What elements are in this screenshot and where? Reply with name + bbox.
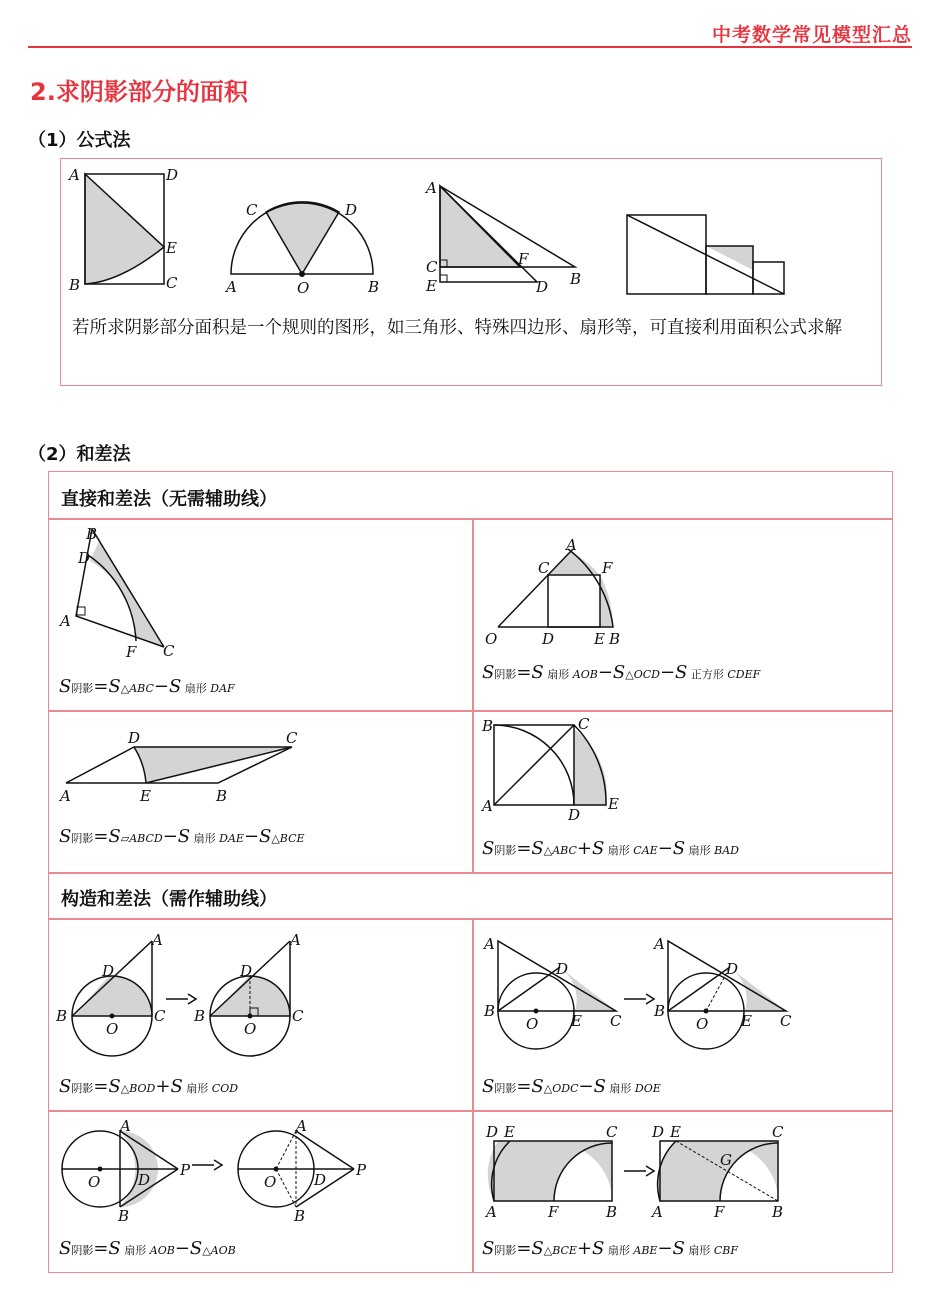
fig-construct-4 xyxy=(484,1123,784,1221)
svg-text:D: D xyxy=(556,960,569,978)
svg-text:P: P xyxy=(356,1161,367,1179)
fig-direct-2 xyxy=(485,536,620,648)
svg-text:E: E xyxy=(594,630,605,648)
svg-text:C: C xyxy=(154,1007,166,1025)
svg-text:C: C xyxy=(610,1012,622,1030)
fig-construct-2 xyxy=(482,935,792,1049)
svg-text:B: B xyxy=(609,630,621,648)
svg-text:C: C xyxy=(246,201,258,219)
svg-text:B: B xyxy=(570,270,582,288)
svg-text:O: O xyxy=(88,1173,101,1191)
fig-squares xyxy=(627,215,784,294)
svg-text:D: D xyxy=(166,166,179,184)
fig-direct-4 xyxy=(480,715,619,824)
svg-text:A: A xyxy=(566,536,577,554)
svg-text:E: E xyxy=(426,277,437,295)
fig-direct-1 xyxy=(58,525,175,661)
svg-text:E: E xyxy=(571,1012,582,1030)
svg-text:A: A xyxy=(482,797,493,815)
header-title: 中考数学常见模型汇总 xyxy=(711,24,912,46)
direct-formula-3: S阴影=S▱ABCD−S 扇形 DAE−S△BCE xyxy=(59,826,305,847)
svg-text:B: B xyxy=(56,1007,68,1025)
svg-text:C: C xyxy=(163,642,175,660)
svg-text:B: B xyxy=(772,1203,784,1221)
svg-text:D: D xyxy=(568,806,581,824)
fig-direct-3 xyxy=(58,729,298,805)
svg-text:F: F xyxy=(602,559,613,577)
section-title: 2.求阴影部分的面积 xyxy=(30,78,248,106)
svg-text:B: B xyxy=(482,717,494,735)
formula-figures xyxy=(60,160,882,305)
svg-text:D: D xyxy=(102,962,115,980)
svg-text:E: E xyxy=(670,1123,681,1141)
svg-text:F: F xyxy=(518,250,529,268)
svg-text:C: C xyxy=(166,274,178,292)
svg-text:D: D xyxy=(726,960,739,978)
svg-text:B: B xyxy=(654,1002,666,1020)
svg-text:B: B xyxy=(194,1007,206,1025)
svg-text:G: G xyxy=(720,1151,732,1169)
svg-text:A: A xyxy=(60,787,71,805)
svg-text:C: C xyxy=(772,1123,784,1141)
svg-text:A: A xyxy=(60,612,71,630)
svg-text:B: B xyxy=(86,525,98,543)
svg-text:A: A xyxy=(486,1203,497,1221)
fig-semicircle-sector xyxy=(224,201,379,297)
fig-construct-1 xyxy=(55,931,304,1056)
svg-text:E: E xyxy=(166,239,177,257)
svg-text:O: O xyxy=(696,1015,709,1033)
construct-formula-3: S阴影=S 扇形 AOB−S△AOB xyxy=(59,1238,236,1259)
svg-text:D: D xyxy=(138,1171,151,1189)
svg-text:F: F xyxy=(548,1203,559,1221)
svg-text:B: B xyxy=(606,1203,618,1221)
svg-text:A: A xyxy=(290,931,301,949)
svg-text:P: P xyxy=(180,1161,191,1179)
svg-text:D: D xyxy=(314,1171,327,1189)
svg-text:C: C xyxy=(606,1123,618,1141)
svg-text:O: O xyxy=(264,1173,277,1191)
sum-diff-method-title: （2）和差法 xyxy=(28,444,131,465)
svg-text:B: B xyxy=(69,276,81,294)
direct-formula-1: S阴影=S△ABC−S 扇形 DAF xyxy=(59,676,235,697)
svg-text:D: D xyxy=(542,630,555,648)
svg-text:E: E xyxy=(608,795,619,813)
svg-text:A: A xyxy=(120,1117,131,1135)
construct-formula-4: S阴影=S△BCE+S 扇形 ABE−S 扇形 CBF xyxy=(482,1238,739,1259)
svg-text:A: A xyxy=(226,278,237,296)
svg-text:O: O xyxy=(526,1015,539,1033)
svg-text:C: C xyxy=(286,729,298,747)
formula-method-description: 若所求阴影部分面积是一个规则的图形，如三角形、特殊四边形、扇形等，可直接利用面积公式求解 xyxy=(72,318,842,338)
svg-text:C: C xyxy=(426,258,438,276)
fig-rect-arc xyxy=(67,166,178,294)
direct-formula-4: S阴影=S△ABC+S 扇形 CAE−S 扇形 BAD xyxy=(482,838,739,859)
svg-text:B: B xyxy=(368,278,380,296)
direct-method-label: 直接和差法（无需辅助线） xyxy=(61,489,277,510)
sum-diff-figures xyxy=(48,471,893,1273)
svg-text:D: D xyxy=(78,549,91,567)
svg-text:C: C xyxy=(292,1007,304,1025)
svg-text:D: D xyxy=(536,278,549,296)
header-divider xyxy=(28,46,912,48)
svg-text:A: A xyxy=(484,935,495,953)
svg-text:C: C xyxy=(578,715,590,733)
svg-text:B: B xyxy=(216,787,228,805)
svg-text:B: B xyxy=(118,1207,130,1225)
svg-text:A: A xyxy=(296,1117,307,1135)
svg-text:B: B xyxy=(294,1207,306,1225)
construct-method-label: 构造和差法（需作辅助线） xyxy=(61,889,277,910)
svg-text:C: C xyxy=(538,559,550,577)
svg-text:C: C xyxy=(780,1012,792,1030)
svg-text:D: D xyxy=(652,1123,665,1141)
svg-text:O: O xyxy=(106,1020,119,1038)
svg-text:O: O xyxy=(485,630,498,648)
svg-text:D: D xyxy=(240,962,253,980)
svg-text:A: A xyxy=(652,1203,663,1221)
svg-text:F: F xyxy=(714,1203,725,1221)
svg-text:D: D xyxy=(345,201,358,219)
svg-text:F: F xyxy=(126,643,137,661)
construct-formula-1: S阴影=S△BOD+S 扇形 COD xyxy=(59,1076,239,1097)
fig-construct-3 xyxy=(62,1117,367,1225)
direct-formula-2: S阴影=S 扇形 AOB−S△OCD−S 正方形 CDEF xyxy=(482,662,761,683)
svg-text:D: D xyxy=(486,1123,499,1141)
svg-text:A: A xyxy=(152,931,163,949)
svg-text:E: E xyxy=(504,1123,515,1141)
formula-method-title: （1）公式法 xyxy=(28,130,131,151)
svg-text:E: E xyxy=(140,787,151,805)
svg-text:O: O xyxy=(297,279,310,297)
svg-text:A: A xyxy=(426,179,437,197)
svg-text:O: O xyxy=(244,1020,257,1038)
svg-text:D: D xyxy=(128,729,141,747)
svg-text:B: B xyxy=(484,1002,496,1020)
fig-triangles xyxy=(424,179,581,296)
construct-formula-2: S阴影=S△ODC−S 扇形 DOE xyxy=(482,1076,661,1097)
svg-text:A: A xyxy=(69,166,80,184)
svg-text:E: E xyxy=(741,1012,752,1030)
svg-text:A: A xyxy=(654,935,665,953)
